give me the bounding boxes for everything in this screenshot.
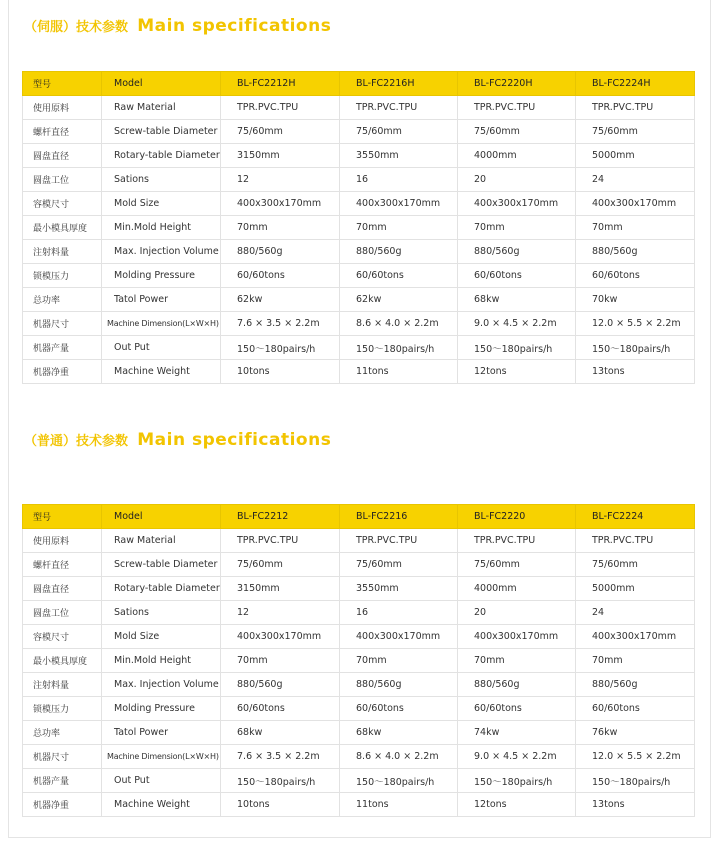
value-cell: 5000mm xyxy=(576,577,695,601)
row-label-en: Machine Weight xyxy=(102,360,221,384)
value-cell: 150〜180pairs/h xyxy=(340,769,458,793)
value-cell: 13tons xyxy=(576,360,695,384)
row-label-en: Out Put xyxy=(102,769,221,793)
value-cell: 13tons xyxy=(576,793,695,817)
value-cell: 70mm xyxy=(340,649,458,673)
row-label-en: Rotary-table Diameter xyxy=(102,144,221,168)
value-cell: 400x300x170mm xyxy=(221,192,340,216)
value-cell: 16 xyxy=(340,168,458,192)
value-cell: 70mm xyxy=(576,649,695,673)
value-cell: 20 xyxy=(458,168,576,192)
value-cell: 12 xyxy=(221,168,340,192)
value-cell: 880/560g xyxy=(576,240,695,264)
value-cell: 75/60mm xyxy=(576,553,695,577)
value-cell: 8.6 × 4.0 × 2.2m xyxy=(340,745,458,769)
row-label-en: Sations xyxy=(102,168,221,192)
value-cell: 62kw xyxy=(340,288,458,312)
table-row xyxy=(23,240,695,264)
servo-spec-table xyxy=(22,71,695,384)
table-header-row xyxy=(23,72,695,96)
value-cell: 3150mm xyxy=(221,144,340,168)
value-cell: 60/60tons xyxy=(576,697,695,721)
value-cell: 24 xyxy=(576,601,695,625)
header-cell-model: BL-FC2212H xyxy=(221,72,340,96)
value-cell: 76kw xyxy=(576,721,695,745)
value-cell: 880/560g xyxy=(576,673,695,697)
value-cell: 62kw xyxy=(221,288,340,312)
value-cell: 70mm xyxy=(340,216,458,240)
row-label-cn: 锁模压力 xyxy=(23,264,102,288)
value-cell: 400x300x170mm xyxy=(576,192,695,216)
table-row xyxy=(23,216,695,240)
header-cell-model: BL-FC2224 xyxy=(576,505,695,529)
value-cell: 150〜180pairs/h xyxy=(576,336,695,360)
row-label-cn: 总功率 xyxy=(23,288,102,312)
value-cell: 400x300x170mm xyxy=(340,192,458,216)
header-cell-model: BL-FC2216 xyxy=(340,505,458,529)
row-label-cn: 机器净重 xyxy=(23,360,102,384)
value-cell: 11tons xyxy=(340,360,458,384)
row-label-en: Max. Injection Volume xyxy=(102,240,221,264)
value-cell: 75/60mm xyxy=(221,553,340,577)
value-cell: 880/560g xyxy=(340,673,458,697)
value-cell: 11tons xyxy=(340,793,458,817)
table-row xyxy=(23,168,695,192)
value-cell: 150〜180pairs/h xyxy=(340,336,458,360)
table-row xyxy=(23,697,695,721)
table-row xyxy=(23,144,695,168)
row-label-en: Sations xyxy=(102,601,221,625)
table-row xyxy=(23,336,695,360)
table-row xyxy=(23,577,695,601)
value-cell: 150〜180pairs/h xyxy=(221,769,340,793)
table-row xyxy=(23,264,695,288)
row-label-cn: 螺杆直径 xyxy=(23,120,102,144)
row-label-cn: 圆盘工位 xyxy=(23,601,102,625)
header-cell-model: BL-FC2216H xyxy=(340,72,458,96)
value-cell: 880/560g xyxy=(221,240,340,264)
row-label-en: Machine Dimension(L×W×H) xyxy=(102,745,221,769)
row-label-en: Mold Size xyxy=(102,625,221,649)
header-cell-model: BL-FC2224H xyxy=(576,72,695,96)
value-cell: 68kw xyxy=(340,721,458,745)
row-label-en: Screw-table Diameter xyxy=(102,553,221,577)
row-label-cn: 机器净重 xyxy=(23,793,102,817)
row-label-cn: 容模尺寸 xyxy=(23,625,102,649)
value-cell: 60/60tons xyxy=(221,697,340,721)
value-cell: 10tons xyxy=(221,793,340,817)
value-cell: 150〜180pairs/h xyxy=(221,336,340,360)
value-cell: 70mm xyxy=(458,649,576,673)
header-cell-label-en: Model xyxy=(102,505,221,529)
value-cell: TPR.PVC.TPU xyxy=(340,96,458,120)
row-label-en: Tatol Power xyxy=(102,721,221,745)
value-cell: 75/60mm xyxy=(458,553,576,577)
row-label-en: Raw Material xyxy=(102,529,221,553)
value-cell: 880/560g xyxy=(221,673,340,697)
value-cell: 880/560g xyxy=(458,673,576,697)
value-cell: 70mm xyxy=(221,216,340,240)
value-cell: 150〜180pairs/h xyxy=(458,769,576,793)
table-row xyxy=(23,673,695,697)
value-cell: 7.6 × 3.5 × 2.2m xyxy=(221,312,340,336)
row-label-en: Rotary-table Diameter xyxy=(102,577,221,601)
value-cell: 4000mm xyxy=(458,577,576,601)
value-cell: TPR.PVC.TPU xyxy=(458,96,576,120)
value-cell: 60/60tons xyxy=(221,264,340,288)
row-label-cn: 容模尺寸 xyxy=(23,192,102,216)
value-cell: TPR.PVC.TPU xyxy=(458,529,576,553)
value-cell: 3550mm xyxy=(340,577,458,601)
value-cell: 150〜180pairs/h xyxy=(458,336,576,360)
table-row xyxy=(23,120,695,144)
table-row xyxy=(23,745,695,769)
table-row xyxy=(23,601,695,625)
header-cell-label-cn: 型号 xyxy=(23,72,102,96)
value-cell: 7.6 × 3.5 × 2.2m xyxy=(221,745,340,769)
value-cell: 880/560g xyxy=(458,240,576,264)
row-label-cn: 锁模压力 xyxy=(23,697,102,721)
table-row xyxy=(23,793,695,817)
table-header-row xyxy=(23,505,695,529)
table-row xyxy=(23,769,695,793)
row-label-en: Min.Mold Height xyxy=(102,649,221,673)
value-cell: 60/60tons xyxy=(340,697,458,721)
normal-spec-table xyxy=(22,504,695,817)
value-cell: 5000mm xyxy=(576,144,695,168)
row-label-en: Molding Pressure xyxy=(102,264,221,288)
table-row xyxy=(23,529,695,553)
row-label-en: Max. Injection Volume xyxy=(102,673,221,697)
row-label-cn: 机器尺寸 xyxy=(23,312,102,336)
table-row xyxy=(23,649,695,673)
table-row xyxy=(23,721,695,745)
row-label-cn: 使用原料 xyxy=(23,96,102,120)
table-row xyxy=(23,96,695,120)
value-cell: 400x300x170mm xyxy=(340,625,458,649)
header-cell-model: BL-FC2220 xyxy=(458,505,576,529)
table-row xyxy=(23,192,695,216)
normal-heading-cn: （普通）技术参数 xyxy=(24,434,129,449)
value-cell: 24 xyxy=(576,168,695,192)
row-label-en: Machine Weight xyxy=(102,793,221,817)
value-cell: 68kw xyxy=(458,288,576,312)
row-label-cn: 机器产量 xyxy=(23,769,102,793)
row-label-cn: 总功率 xyxy=(23,721,102,745)
value-cell: 4000mm xyxy=(458,144,576,168)
servo-heading-en: Main specifications xyxy=(137,16,332,36)
value-cell: 12.0 × 5.5 × 2.2m xyxy=(576,745,695,769)
normal-specs-heading xyxy=(24,430,331,450)
row-label-cn: 螺杆直径 xyxy=(23,553,102,577)
row-label-en: Tatol Power xyxy=(102,288,221,312)
value-cell: 74kw xyxy=(458,721,576,745)
value-cell: 8.6 × 4.0 × 2.2m xyxy=(340,312,458,336)
header-cell-label-cn: 型号 xyxy=(23,505,102,529)
value-cell: 400x300x170mm xyxy=(458,625,576,649)
value-cell: 400x300x170mm xyxy=(458,192,576,216)
value-cell: 68kw xyxy=(221,721,340,745)
value-cell: 75/60mm xyxy=(576,120,695,144)
value-cell: 9.0 × 4.5 × 2.2m xyxy=(458,312,576,336)
value-cell: TPR.PVC.TPU xyxy=(576,529,695,553)
value-cell: 60/60tons xyxy=(340,264,458,288)
value-cell: 60/60tons xyxy=(458,264,576,288)
value-cell: 400x300x170mm xyxy=(576,625,695,649)
value-cell: 12tons xyxy=(458,793,576,817)
value-cell: 400x300x170mm xyxy=(221,625,340,649)
header-cell-model: BL-FC2220H xyxy=(458,72,576,96)
row-label-cn: 使用原料 xyxy=(23,529,102,553)
value-cell: 12tons xyxy=(458,360,576,384)
table-row xyxy=(23,360,695,384)
header-cell-label-en: Model xyxy=(102,72,221,96)
value-cell: 150〜180pairs/h xyxy=(576,769,695,793)
value-cell: 70mm xyxy=(576,216,695,240)
value-cell: 70mm xyxy=(458,216,576,240)
value-cell: 75/60mm xyxy=(458,120,576,144)
row-label-en: Molding Pressure xyxy=(102,697,221,721)
row-label-cn: 圆盘直径 xyxy=(23,577,102,601)
row-label-cn: 最小模具厚度 xyxy=(23,216,102,240)
table-row xyxy=(23,288,695,312)
row-label-en: Out Put xyxy=(102,336,221,360)
value-cell: 16 xyxy=(340,601,458,625)
row-label-cn: 机器产量 xyxy=(23,336,102,360)
value-cell: 9.0 × 4.5 × 2.2m xyxy=(458,745,576,769)
table-row xyxy=(23,553,695,577)
row-label-en: Mold Size xyxy=(102,192,221,216)
value-cell: 880/560g xyxy=(340,240,458,264)
table-row xyxy=(23,312,695,336)
value-cell: TPR.PVC.TPU xyxy=(576,96,695,120)
row-label-cn: 最小模具厚度 xyxy=(23,649,102,673)
value-cell: TPR.PVC.TPU xyxy=(221,96,340,120)
row-label-cn: 圆盘工位 xyxy=(23,168,102,192)
table-row xyxy=(23,625,695,649)
value-cell: 75/60mm xyxy=(340,553,458,577)
value-cell: 75/60mm xyxy=(221,120,340,144)
servo-specs-heading xyxy=(24,16,331,36)
row-label-cn: 注射料量 xyxy=(23,240,102,264)
value-cell: TPR.PVC.TPU xyxy=(221,529,340,553)
row-label-cn: 圆盘直径 xyxy=(23,144,102,168)
row-label-en: Min.Mold Height xyxy=(102,216,221,240)
row-label-en: Machine Dimension(L×W×H) xyxy=(102,312,221,336)
row-label-cn: 注射料量 xyxy=(23,673,102,697)
header-cell-model: BL-FC2212 xyxy=(221,505,340,529)
value-cell: 70kw xyxy=(576,288,695,312)
value-cell: 3550mm xyxy=(340,144,458,168)
value-cell: TPR.PVC.TPU xyxy=(340,529,458,553)
row-label-cn: 机器尺寸 xyxy=(23,745,102,769)
value-cell: 70mm xyxy=(221,649,340,673)
value-cell: 10tons xyxy=(221,360,340,384)
value-cell: 60/60tons xyxy=(576,264,695,288)
value-cell: 12 xyxy=(221,601,340,625)
value-cell: 20 xyxy=(458,601,576,625)
value-cell: 12.0 × 5.5 × 2.2m xyxy=(576,312,695,336)
value-cell: 75/60mm xyxy=(340,120,458,144)
servo-heading-cn: （伺服）技术参数 xyxy=(24,20,129,35)
value-cell: 3150mm xyxy=(221,577,340,601)
row-label-en: Screw-table Diameter xyxy=(102,120,221,144)
normal-heading-en: Main specifications xyxy=(137,430,332,450)
value-cell: 60/60tons xyxy=(458,697,576,721)
row-label-en: Raw Material xyxy=(102,96,221,120)
